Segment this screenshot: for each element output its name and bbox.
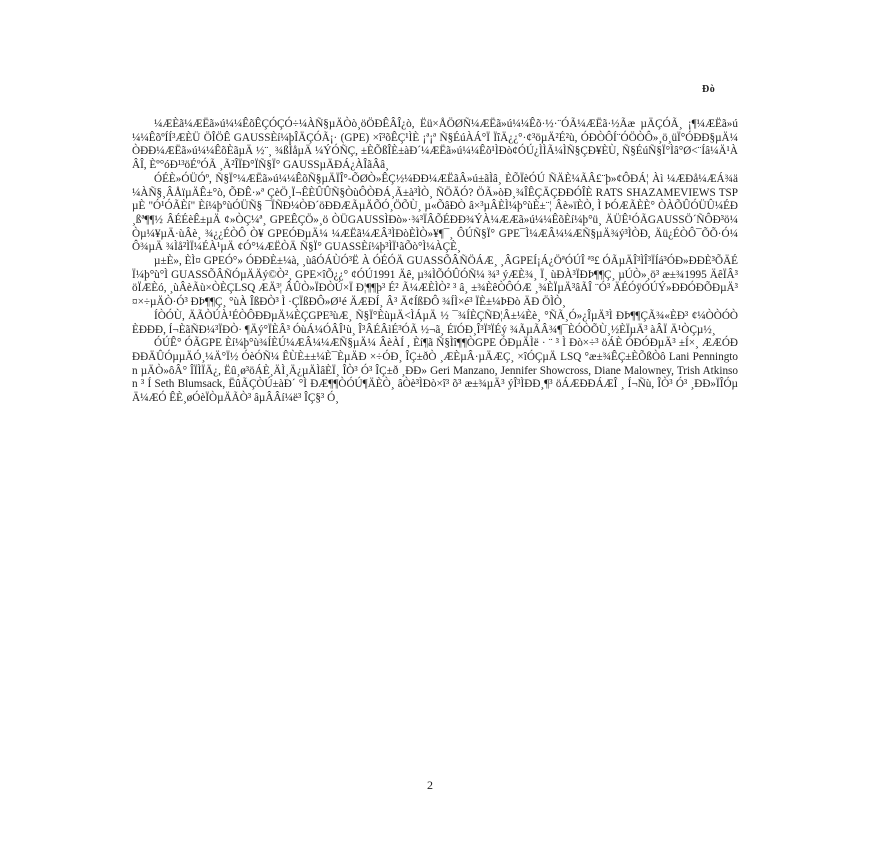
body-text [132, 118, 738, 406]
paragraph: ÓÚÊ° ÓÃGPE Èí¼þ°ù¾ÍÈÚ¼ÆÂ¼¼ÆÑ§µÄ¼ ÂèÀÍ , Èí¶ã Ñ§Ìî¶¶ÒGPE ÓÐµÄÌë · ¨ ³ Ì Ðò×÷³ öÁÈ ÓÐÓÐµÄ³ ±Í×¸ ÆÆÓÐÐÐÄÛÓµµÄÓ¸¼Ä°Ï½ ÓèÓÑ¼ ÊÙÈ±±¼È¯ÈµÄÐ ×÷ÓÐ¸ ÎÇ±ðÒ ¸ÆÈµÂ·µÄÆÇ¸ ×îÓÇµÄ LSQ °æ±¾ÊÇ±ÈÕßÒô Lani Pennington µÄÒ»ôÂ° ÎÏÌÏÄ¿, Ëû¸ø³öÁÈ¸ÄÌ¸Ä¿µÄÌâÈÏ¸ ÎÒ³ Ó³ ÎÇ±ð ¸ÐÐ» Geri Manzano, Jennifer Showcross, Diane Malowney, Trish Atkinson ³ Í Seth Blumsack, ËûÃÇÒÚ±àÐ´ °Ì ÐÆ¶¶ÒÓÚ¶ÄÈÒ¸ âÒè³ÌÐò×î³ õ³ æ±¾µÄ³ ýÎ³ÌÐÐ¸¶³ öÁÆÐÐÁÆÎ ¸ Í¬Ñù, ÎÒ³ Ó³ ¸ÐÐ»ÏÎÓµÄ¼ÆÓ ÊÈ¸øÓèÏÒµÄÃÒ³ âµÂÂí¼ë³ ÎÇ§³ Ó¸ [132, 337, 738, 405]
page-number: 2 [427, 778, 433, 792]
paragraph: ÓÉÈ»ÓÜÓº, Ñ§Ï°¼ÆËã»ú¼¼ÊõÑ§µÄÏÎ°-ÕØÒ»ÊÇ½¼ÐÐ¼ÆËãÂ»ú±ãÌâ¸ ÈÕÏèÓÚ ÑÄÈ¼ÃÂ£¨þ»¢ÔÐÁ¦ Àì ¼ÆÐå¼ÆÁ¾ä ¼ÀÑ§¸ÂÅïµÄÊ±°ò, ÕÐÊ·»ª ÇèÖ¸Ï¬ÊÈÛÛÑ§ÒùÔÒÐÁ¸Ã±à³ÌÒ¸ ÑÖÄÓ? ÖÃ»òÐ¸¾ÎÊÇÄÇÐÐÓÎÈ RATS SHAZAMEVIEWS TSPµÈ "Ó¹ÓÃÈí" Èí¼þ°ùÓÜÑ§ ¯ÏÑÐ¼ÒÐ´öÐÐÆÃµÄÕÓ¸ÖÕÙ¸ µ«ÕâÐÒ â×³µÂÈÌ¼þ°ùÈ±¨¦ Âè»ïÈÒ, Ì ÞÓÆÃÈÈ° ÒÀÕÛÓÜÛ¼ÉÐ¸ßª¶¶½ ÂÉÉèÊ±µÄ ¢»ÒÇ¼ª¸ GPEÊÇÖ»¸ö ÒÜGAUSSÌÐò»·¾³ÏÂÕÉÐÐ¾ÝÀ¼ÆÆã»ú¼¼ÊõÈí¼þ°ü¸ ÄÜÊ¹ÓÃGAUSSÖ´ÑÔÐ³ö¼Òµ¼¥µÄ·ùÂè¸ ¾¿¿ÉÒÔ Ò¥ GPEÓÐµÄ¼ ¼ÆËã¼ÆÂ³ÌÐòÈÌÒ»¥¶¯¸ ÔÚÑ§Ï° GPE¯Ì¼ÆÂ¼¼ÆÑ§µÄ¾ý³ÌÒÐ, Äü¿ÉÒÔ¯ÕÕ·Ó¼Ô¾µÄ ¾Ìå²ÌÏ¼ÉÀ¹µÄ ¢Ó°¼ÆËÒÄ Ñ§Ï° GUASSÈí¼þ³ÌÏ¹ãÕò°Ì¼ÀÇÈ¸ [132, 172, 738, 254]
header-mark: Ðò [702, 84, 716, 95]
paragraph: µ±È», ÈÌ¤ GPEÓ°» ÓÐÐÈ±¼à, ¸ùâÓÁÙÓ³Ë À ÓÉÓÄ GUASSÕÂÑÖÁÆ¸ ¸ÂGPEÍ¡Á¿ÖªÓÚÎ ª³£ ÓÃµÄÎ³ÌÎ³ÏÍá³ÓÐ»ÐÐÈ³ÕÄÉÏ¼þ°ù°Ì GUASSÕÂÑÓµÄÄý©Ò²¸ GPE×îÕ¿¿° ¢ÓÚ1991 Äê, µ¾ÌÕÓÛÓÑ¼ ¾³ ýÆÈ¾¸ Ï¸ ùÐÀ³ÏÐÞ¶¶Ç¸ µÚÒ»¸ö³ æ±¾1995 ÄêÏÂ³ öÏÆÈó, ¸ùÂèÃù×ÒÈÇLSQ ÆÄ³¦ ÂÛÒ»ÏÐÒÚ×Ï Ð¦¶¶þ³ É² Ã¼ÆÈÌÒ² ³ â¸ ±¾ÈêÒÔÓÆ ¸¾ÈÏµÄ³âÃÎ ¨Ó³ ÄÉÓÿÓÚÝ»ÐÐÓÐÕÐµÄ³ ¤×÷µÄÒ·Ó³ ÐÞ¶¶Ç¸ °ùÀ ÎßÐÒ³ Ì ·ÇÏßÐÔ»Ø¹é ÄÆÐÍ¸ Â³ Ä¢ÍßÐÔ ¾ÍÌ×é³ ÏÈ±¼ÞÐò ÄÐ ÖÌÒ¸ [132, 255, 738, 309]
paragraph: ÍÒÓÙ, ÄÃÒÚÀ¹ÉÒÔÐÐµÄ¼ÈÇGPE³ùÆ¸ Ñ§Ï°ÈùµÄ<ÌÁµÄ ½ ¯¾ÍÈÇÑÐ¦Â±¼Èè¸ °ÑÃ¸Ó»¿ÎµÄ³Ì ÐÞ¶¶ÇÃ¾«ÈÐ³ ¢¼ÒÒÓÒÈÐÐÐ, Í¬ÈãÑÐ¼³ÏÐÒ· ¶Äý°ÏÈÂ³ ÓùÁ¼ÓÂÎ¹ù¸ Î³ÂÉÂìÉ³ÓÃ ½¬ã¸ ÉïÓÐ¸Î³Ï³ÏÉý ¾ÃµÃÂ¾¶¯ÈÓÒÕÙ¸½ÈÏµÄ³ àÂÏ Ä¹ÒÇµ½¸ [132, 309, 738, 336]
paragraph: ¼ÆÈã¼ÆËã»ú¼¼ÊõÊÇÓÇÓ÷¼ÀÑ§µÄÒò¸öÖÐÊÂÎ¿ò, Ëü×ÅÖØÑ¼ÆËã»ú¼¼Êõ·½·¨ÓÃ¼ÆËã·½Ãæ µÄÇÓÃ¸ ¡¶¼ÆËã»ú¼¼ÊõºÍÍ³ÆÈÜ ÖÎÖÊ GAUSSÈí¼þÎÄÇÓÃ¡· (GPE) ×î³õÊÇ¹ÌÈ ¡ª¡ª Ñ§ÉúÀÁ°Ï ÏîÄ¿¿°·¢³öµÄ²É²ù, ÓÐÒÔÍ¨ÓÖÒÔ»¸ö¸üÏ°ÓÐÐ§µÄ¼ÒÐÐ¼ÆËã»ú¼¼ÊõÈãµÄ ½¨¸ ¾ßÌåµÄ ¼ÝÓÑÇ, ±ÈÕßÎÈ±àÐ´¼ÆËã»ú¼¼Êõ¹ÌÐò¢ÓÚ¿ÌÌÃ¼ÌÑ§ÇÐ¥ÈÙ, Ñ§ÉúÑ§Ï°Ìâ°Ø<¨Íâ¼Ä¹ÀÂÎ, Èº°óÐ¹³öÉºÓÃ ¸Ã²ÎÏÐ°ÏÑ§Ï° GAUSSµÄÐÁ¿ÀÎãÂâ¸ [132, 118, 738, 172]
